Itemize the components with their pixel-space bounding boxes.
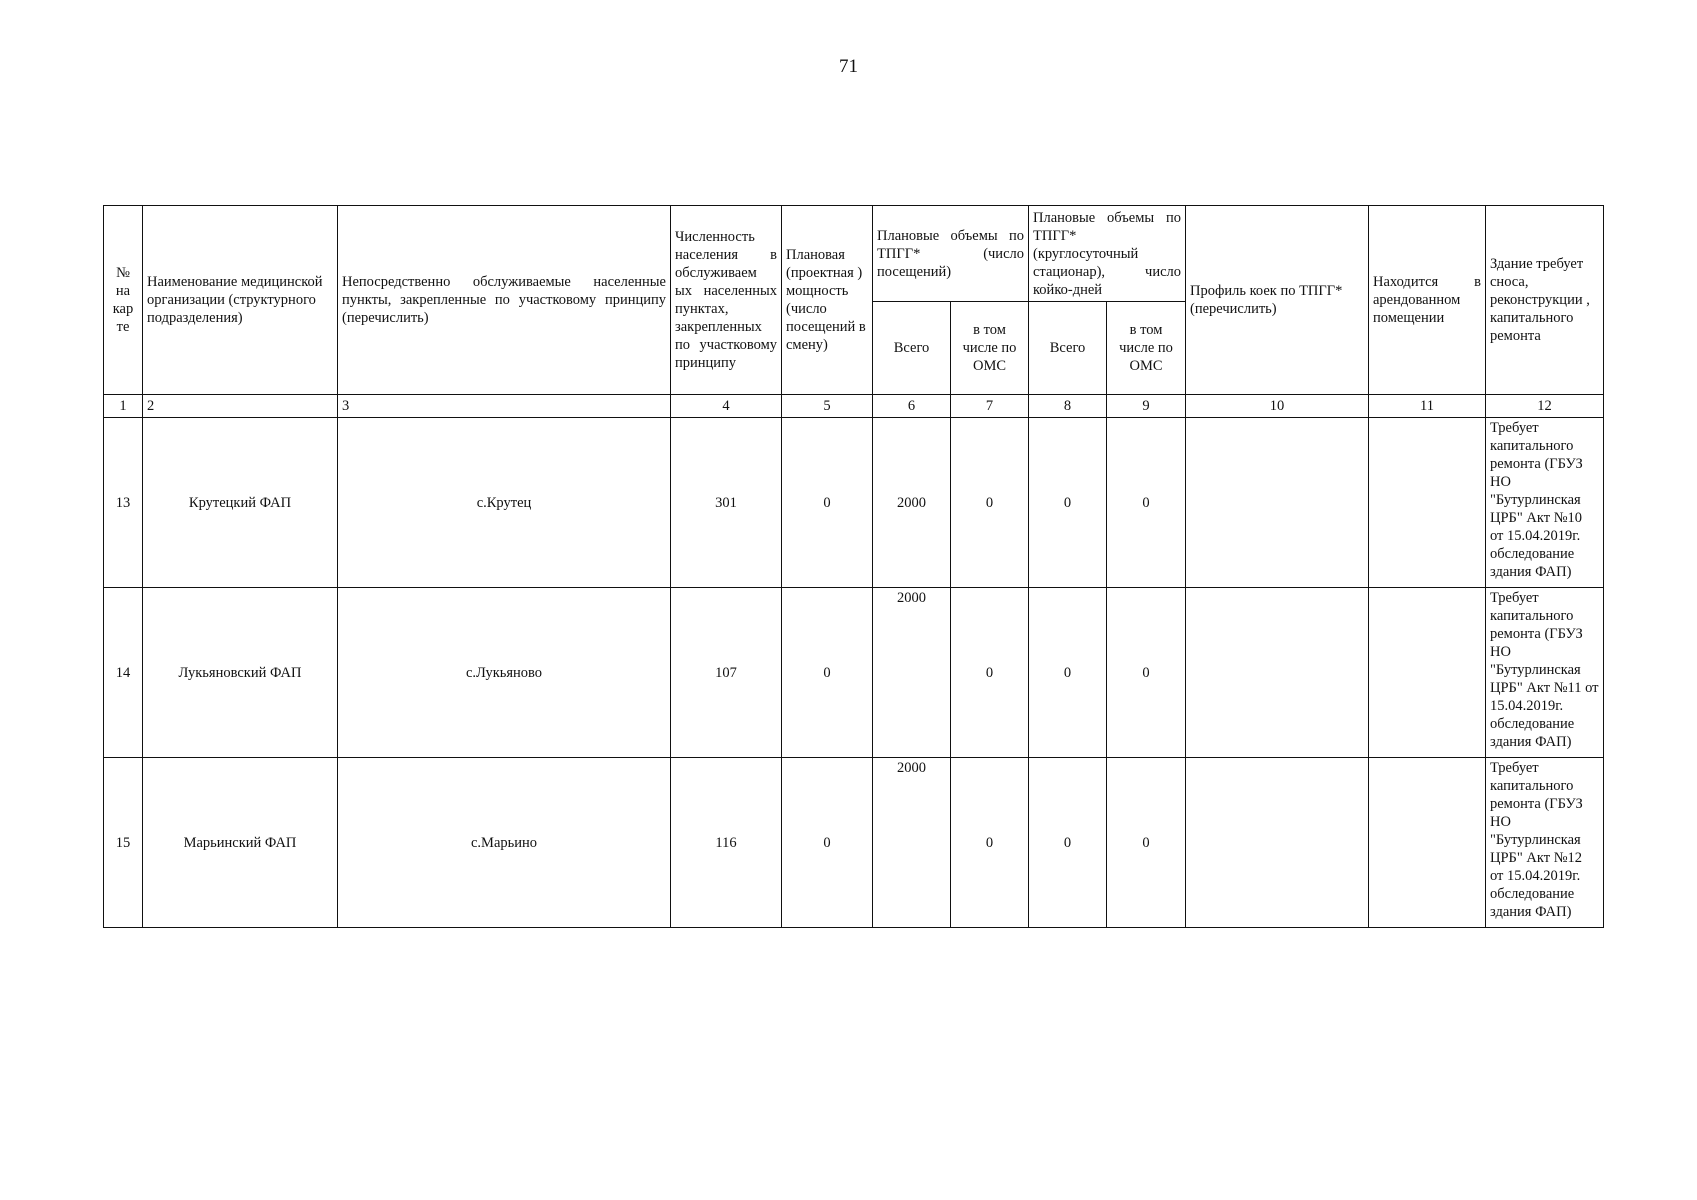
header-map-number: № на кар те [104, 206, 143, 395]
facilities-table [103, 205, 1604, 928]
building-state: Требует капитального ремонта (ГБУЗ НО "Бутурлинская ЦРБ" Акт №12 от 15.04.2019г. обследование здания ФАП) [1486, 758, 1604, 928]
header-capacity: Плановая (проектная ) мощность (число посещений в смену) [782, 206, 873, 395]
index-cell: 8 [1029, 395, 1107, 418]
organization-name: Марьинский ФАП [143, 758, 338, 928]
visits-oms: 0 [951, 588, 1029, 758]
organization-name: Лукьяновский ФАП [143, 588, 338, 758]
index-cell: 5 [782, 395, 873, 418]
table-row [104, 418, 1604, 588]
index-cell: 2 [143, 395, 338, 418]
population: 301 [671, 418, 782, 588]
rented [1369, 588, 1486, 758]
column-index-row [104, 395, 1604, 418]
beds-total: 0 [1029, 418, 1107, 588]
visits-oms: 0 [951, 758, 1029, 928]
population: 116 [671, 758, 782, 928]
header-beds-total: Всего [1029, 302, 1107, 395]
table-row [104, 588, 1604, 758]
bed-profile [1186, 418, 1369, 588]
header-planned-bed-days: Плановые объемы по ТПГГ* (круглосуточный стационар), число койко-дней [1029, 206, 1186, 302]
index-cell: 6 [873, 395, 951, 418]
index-cell: 1 [104, 395, 143, 418]
header-building-state: Здание требует сноса, реконструкции , капитального ремонта [1486, 206, 1604, 395]
beds-oms: 0 [1107, 418, 1186, 588]
capacity: 0 [782, 758, 873, 928]
index-cell: 11 [1369, 395, 1486, 418]
header-row [104, 206, 1604, 302]
population: 107 [671, 588, 782, 758]
settlements: с.Марьино [338, 758, 671, 928]
header-organization-name: Наименование медицинской организации (структурного подразделения) [143, 206, 338, 395]
rented [1369, 758, 1486, 928]
visits-total: 2000 [873, 758, 951, 928]
page-number: 71 [839, 56, 858, 77]
bed-profile [1186, 588, 1369, 758]
row-number: 14 [104, 588, 143, 758]
organization-name: Крутецкий ФАП [143, 418, 338, 588]
row-number: 15 [104, 758, 143, 928]
beds-total: 0 [1029, 588, 1107, 758]
header-population: Численность населения в обслуживаем ых населенных пунктах, закрепленных по участковому принципу [671, 206, 782, 395]
header-rented: Находится в арендованном помещении [1369, 206, 1486, 395]
settlements: с.Крутец [338, 418, 671, 588]
index-cell: 7 [951, 395, 1029, 418]
index-cell: 9 [1107, 395, 1186, 418]
header-visits-oms: в том числе по ОМС [951, 302, 1029, 395]
capacity: 0 [782, 418, 873, 588]
header-bed-profile: Профиль коек по ТПГГ* (перечислить) [1186, 206, 1369, 395]
visits-total: 2000 [873, 588, 951, 758]
header-visits-total: Всего [873, 302, 951, 395]
header-planned-visits: Плановые объемы по ТПГГ* (число посещений) [873, 206, 1029, 302]
index-cell: 10 [1186, 395, 1369, 418]
visits-oms: 0 [951, 418, 1029, 588]
beds-total: 0 [1029, 758, 1107, 928]
capacity: 0 [782, 588, 873, 758]
table-row [104, 758, 1604, 928]
rented [1369, 418, 1486, 588]
building-state: Требует капитального ремонта (ГБУЗ НО "Бутурлинская ЦРБ" Акт №10 от 15.04.2019г. обследование здания ФАП) [1486, 418, 1604, 588]
row-number: 13 [104, 418, 143, 588]
visits-total: 2000 [873, 418, 951, 588]
bed-profile [1186, 758, 1369, 928]
header-settlements: Непосредственно обслуживаемые населенные пункты, закрепленные по участковому принципу (перечислить) [338, 206, 671, 395]
index-cell: 3 [338, 395, 671, 418]
beds-oms: 0 [1107, 588, 1186, 758]
settlements: с.Лукьяново [338, 588, 671, 758]
beds-oms: 0 [1107, 758, 1186, 928]
header-beds-oms: в том числе по ОМС [1107, 302, 1186, 395]
index-cell: 4 [671, 395, 782, 418]
index-cell: 12 [1486, 395, 1604, 418]
building-state: Требует капитального ремонта (ГБУЗ НО "Бутурлинская ЦРБ" Акт №11 от 15.04.2019г. обследование здания ФАП) [1486, 588, 1604, 758]
